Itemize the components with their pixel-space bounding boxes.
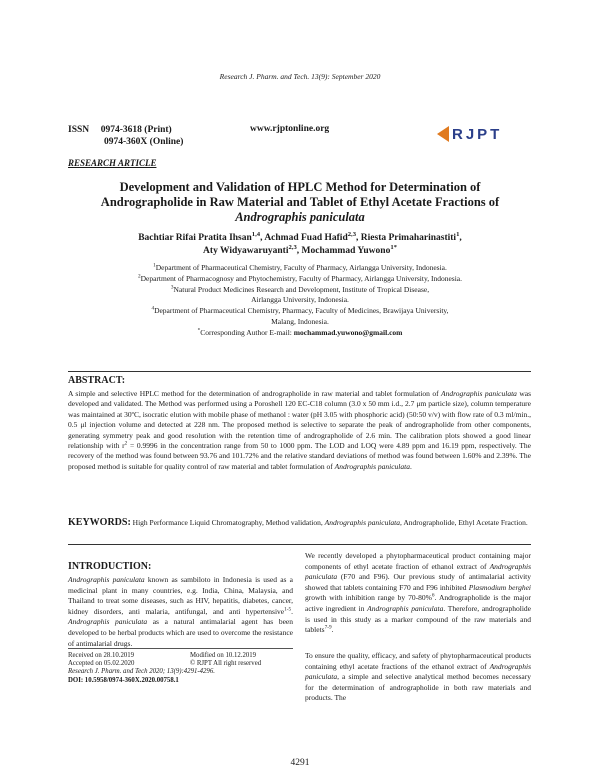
affil-3-line-1: Natural Product Medicines Research and Development, Institute of Tropical Disease, xyxy=(173,284,430,294)
affil-3-sup: 3 xyxy=(170,284,174,291)
affil-4-line-2: Malang, Indonesia. xyxy=(271,316,329,326)
corr-sup: * xyxy=(197,327,201,334)
article-title xyxy=(0,180,600,225)
date-received: Received on 28.10.2019 xyxy=(68,652,135,659)
introduction-heading: INTRODUCTION: xyxy=(68,561,152,572)
issn-online: 0974-360X (Online) xyxy=(104,137,184,147)
affil-2-sup: 2 xyxy=(137,273,141,280)
intro-left-column: Andrographis paniculata known as sambiloto in Indonesia is used as a medicinal plant in many countries, e.g. India, China, Malaysia, and Thailand to treat some diseases, such as HIV, hepatitis, diabetes, cancer, kidney disorders, anti malaria, antifungal, and anti hypertensive$^{1-5}$. Andrographis paniculata as a natural antimalarial agent has been developed to be herbal products which are used to overcome the resistance of antimalarial drugs. xyxy=(68,575,293,648)
title-line-1: Development and Validation of HPLC Method for Determination of xyxy=(119,180,481,194)
affil-2: Department of Pharmacognosy and Phytochemistry, Faculty of Pharmacy, Airlangga University, Indonesia. xyxy=(140,273,462,283)
author-5-sup: 1* xyxy=(390,243,397,251)
author-4-sup: 2,3 xyxy=(288,243,297,251)
title-line-3: Andrographis paniculata xyxy=(235,210,365,224)
affiliations xyxy=(0,263,600,339)
dates-block xyxy=(68,652,293,685)
dates-divider xyxy=(68,648,293,649)
date-modified: Modified on 10.12.2019 xyxy=(190,652,257,659)
citation: Research J. Pharm. and Tech 2020; 13(9):4291-4296. xyxy=(68,668,215,676)
divider-keywords xyxy=(68,544,531,545)
rjpt-logo xyxy=(437,124,531,144)
website-link[interactable]: www.rjptonline.org xyxy=(250,124,330,134)
author-2: , Achmad Fuad Hafid xyxy=(260,233,348,243)
author-sep: , xyxy=(459,233,462,243)
affil-1-sup: 1 xyxy=(153,262,156,269)
issn-print: 0974-3618 (Print) xyxy=(100,125,172,135)
affil-4-sup: 4 xyxy=(151,305,155,312)
author-3: , Riesta Primaharinastiti xyxy=(356,233,457,243)
affil-1: Department of Pharmaceutical Chemistry, Faculty of Pharmacy, Airlangga University, Indonesia. xyxy=(155,263,447,272)
article-type: RESEARCH ARTICLE xyxy=(68,158,157,168)
title-line-2: Andrographolide in Raw Material and Tablet of Ethyl Acetate Fractions of xyxy=(100,195,500,209)
intro-right-column-p1: We recently developed a phytopharmaceutical product containing major components of ethyl acetate fraction of ethanol extract of Andrographis paniculata (F70 and F96). Our previous study of antimalarial activity showed that tablets containing F70 and F96 inhibited Plasmodium berghei growth with inhibition range by 70-80%$^6$. Andrographolide is the major active ingredient in Andrographis paniculata. Therefore, andrographolide is used in this study as a marker compound of the raw materials and tablets$^{7-9}$. xyxy=(305,551,532,635)
abstract-heading: ABSTRACT: xyxy=(68,375,126,386)
logo-triangle-icon xyxy=(437,126,449,142)
page-number: 4291 xyxy=(290,758,310,768)
author-5: , Mochammad Yuwono xyxy=(296,246,391,256)
author-2-sup: 2,3 xyxy=(347,230,357,238)
keywords-label: KEYWORDS: xyxy=(68,517,131,528)
issn-label: ISSN xyxy=(68,125,90,135)
author-list xyxy=(0,232,600,258)
author-3-sup: 1 xyxy=(456,230,460,238)
date-accepted: Accepted on 05.02.2020 xyxy=(68,660,135,668)
intro-right-column-p2: To ensure the quality, efficacy, and safety of phytopharmaceutical products containing ethyl acetate fractions of the ethanol extract of Andrographis paniculata, a simple and selective analytical method becomes necessary for the determination of andrographolide in both raw materials and products. The xyxy=(305,651,531,703)
affil-4-line-1: Department of Pharmaceutical Chemistry, Pharmacy, Faculty of Medicines, Brawijaya University, xyxy=(154,306,449,316)
rights: © RJPT All right reserved xyxy=(190,660,262,668)
doi[interactable]: DOI: 10.5958/0974-360X.2020.00758.1 xyxy=(68,676,179,684)
abstract-body: A simple and selective HPLC method for the determination of andrographolide in raw material and tablet formulation of Andrographis paniculata was developed and validated. The Method was performed using a Poroshell 120 EC-C18 column (3.0 x 50 mm i.d., 2.7 μm particle size), column temperature was maintained at 30ºC, isocratic elution with mobile phase of methanol : water (pH 3.05 with phosphoric acid) (50:50 v/v) with flow rate of 0.3 ml/min., 0.5 μl injection volume and detected at 228 nm. The proposed method is selective to separate the peak of andrographolide from other components, generating symmetry peak and good resolution with the retention time of andrographolide of 2.6 min. The calibration plots showed a good linear relationship with $r^2 = 0.9996$ in the concentration range from 50 to 1000 ppm. The LOD and LOQ were 4.89 ppm and 16.19 ppm, respectively. The recovery of the method was found between 93.76 and 101.72% and the relative standard deviations of method was found between 1.60% and 2.39%. The proposed method is suitable for quality control of raw material and tablet formulation of Andrographis paniculata. xyxy=(68,389,532,471)
corr-email-link[interactable]: mochammad.yuwono@gmail.com xyxy=(293,327,403,337)
divider-top xyxy=(68,371,531,372)
affil-3-line-2: Airlangga University, Indonesia. xyxy=(251,295,349,305)
logo-text: RJPT xyxy=(452,125,503,143)
corr-label: Corresponding Author E-mail: xyxy=(200,327,294,337)
keywords: KEYWORDS: High Performance Liquid Chromatography, Method validation, Andrographis paniculata, Andrographolide, Ethyl Acetate Fraction. xyxy=(68,517,528,528)
running-head: Research J. Pharm. and Tech. 13(9): September 2020 xyxy=(219,72,381,81)
issn-block xyxy=(68,124,183,148)
author-4: Aty Widyawaruyanti xyxy=(203,246,289,256)
author-1-sup: 1,4 xyxy=(251,230,261,238)
author-1: Bachtiar Rifai Pratita Ihsan xyxy=(138,233,252,243)
